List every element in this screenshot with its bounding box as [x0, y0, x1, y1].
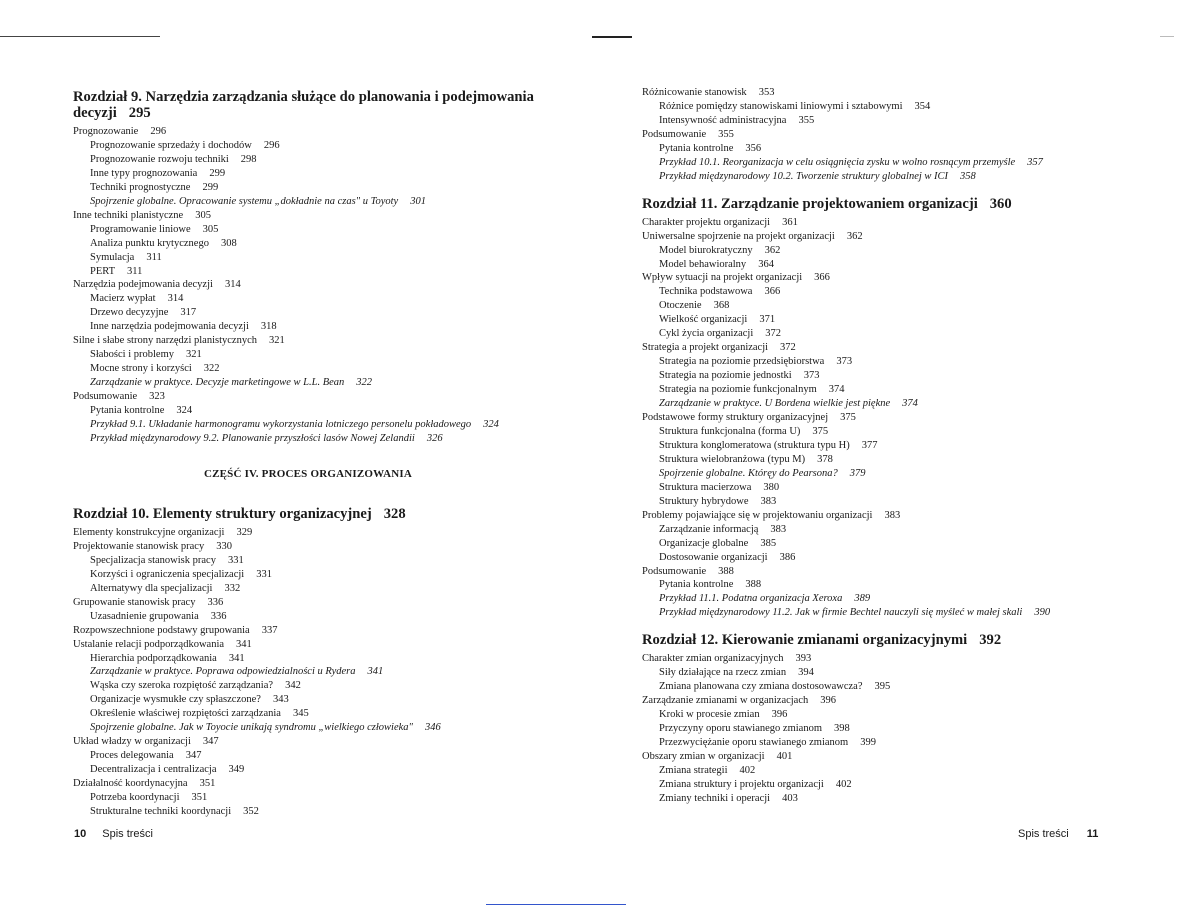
- toc-entry-page: 299: [202, 181, 219, 193]
- chapter-page: 360: [989, 195, 1012, 212]
- toc-entry-page: 305: [195, 209, 211, 221]
- toc-entry-page: 326: [426, 432, 443, 444]
- toc-entry-text: Organizacje wysmukłe czy spłaszczone?: [90, 694, 261, 706]
- chapter-heading: [642, 196, 1122, 212]
- toc-entry-page: 377: [861, 439, 878, 451]
- toc-entry: [642, 736, 1122, 750]
- toc-entry: [642, 114, 1122, 128]
- toc-entry-text: Zmiana struktury i projektu organizacji: [659, 778, 824, 790]
- toc-entry: [73, 306, 543, 320]
- spacer: [73, 494, 543, 503]
- toc-entry: [73, 404, 543, 418]
- toc-entry-page: 311: [127, 265, 143, 277]
- toc-entry-page: 331: [256, 568, 272, 580]
- toc-entry-text: Problemy pojawiające się w projektowaniu organizacji: [642, 509, 873, 521]
- toc-entry: [73, 679, 543, 693]
- toc-entry: [73, 596, 543, 610]
- toc-entry-page: 332: [224, 582, 241, 594]
- toc-entry-text: Struktura macierzowa: [659, 481, 752, 493]
- toc-entry-text: Przykład międzynarodowy 9.2. Planowanie przyszłości lasów Nowej Zelandii: [90, 432, 415, 444]
- toc-entry: [642, 722, 1122, 736]
- toc-entry: [642, 100, 1122, 114]
- toc-entry-page: 402: [835, 778, 852, 790]
- toc-entry: [642, 355, 1122, 369]
- toc-entry-page: 354: [914, 100, 931, 112]
- toc-entry-page: 393: [795, 653, 812, 665]
- toc-entry-page: 346: [424, 722, 441, 734]
- toc-entry: [642, 792, 1122, 806]
- toc-entry-page: 347: [185, 750, 202, 762]
- toc-entry-page: 396: [820, 695, 837, 707]
- toc-entry-page: 398: [834, 723, 850, 735]
- toc-entry-text: Podsumowanie: [73, 391, 138, 403]
- toc-entry-text: Elementy konstrukcyjne organizacji: [73, 526, 225, 538]
- toc-entry-text: Strukturalne techniki koordynacji: [90, 805, 232, 817]
- toc-entry: [642, 764, 1122, 778]
- toc-entry-page: 322: [356, 377, 373, 389]
- toc-entry-text: Zmiana strategii: [659, 764, 728, 776]
- toc-entry-page: 336: [207, 596, 224, 608]
- toc-entry-page: 341: [367, 666, 384, 678]
- toc-entry-page: 308: [220, 237, 237, 249]
- chapter-page: 328: [383, 505, 406, 522]
- footer-label: Spis treści: [1018, 828, 1069, 840]
- left-toc-column: [73, 86, 543, 819]
- toc-entry: [73, 125, 543, 139]
- toc-entry-text: Ustalanie relacji podporządkowania: [73, 638, 225, 650]
- toc-entry: [73, 153, 543, 167]
- toc-entry: [642, 327, 1122, 341]
- toc-entry-page: 351: [199, 778, 216, 790]
- toc-entry-page: 330: [216, 540, 232, 552]
- toc-entry-page: 389: [854, 593, 871, 605]
- toc-entry: [642, 383, 1122, 397]
- toc-entry-page: 321: [269, 335, 285, 347]
- toc-entry: [642, 230, 1122, 244]
- chapter-page: 295: [128, 105, 151, 121]
- toc-entry-text: Strategia na poziomie funkcjonalnym: [659, 384, 817, 396]
- toc-entry-text: Pytania kontrolne: [659, 142, 734, 154]
- toc-entry-page: 337: [261, 624, 278, 636]
- toc-entry-page: 358: [960, 170, 976, 182]
- toc-entry-text: Model behawioralny: [659, 258, 747, 270]
- toc-entry-text: Kroki w procesie zmian: [659, 709, 760, 721]
- toc-entry: [73, 418, 543, 432]
- toc-entry-page: 298: [240, 153, 257, 165]
- toc-entry-page: 364: [758, 258, 774, 270]
- toc-entry-text: Przykład 11.1. Podatna organizacja Xeroxa: [659, 593, 843, 605]
- toc-entry-text: Przyczyny oporu stawianego zmianom: [659, 723, 822, 735]
- toc-entry-page: 351: [191, 792, 208, 804]
- toc-entry: [73, 693, 543, 707]
- toc-entry-text: Przykład 9.1. Układanie harmonogramu wykorzystania lotniczego personelu pokładowego: [90, 419, 472, 431]
- toc-entry-page: 402: [739, 764, 756, 776]
- toc-entry-page: 373: [803, 370, 820, 382]
- toc-entry: [73, 638, 543, 652]
- toc-entry: [642, 341, 1122, 355]
- spacer: [642, 620, 1122, 629]
- toc-entry-text: Pytania kontrolne: [90, 405, 165, 417]
- toc-entry-page: 362: [764, 244, 781, 256]
- toc-entry-text: Drzewo decyzyjne: [90, 307, 169, 319]
- toc-entry-text: Wielkość organizacji: [659, 314, 748, 326]
- toc-entry-page: 356: [745, 142, 762, 154]
- toc-entry-page: 317: [180, 307, 197, 319]
- toc-entry-page: 296: [150, 126, 167, 137]
- toc-entry-page: 311: [146, 251, 162, 263]
- toc-entry-text: Uniwersalne spojrzenie na projekt organizacji: [642, 230, 835, 242]
- toc-entry-page: 368: [713, 300, 730, 312]
- toc-entry-page: 383: [884, 509, 901, 521]
- toc-entry-page: 362: [846, 230, 863, 242]
- toc-entry: [642, 523, 1122, 537]
- toc-entry-text: Przezwyciężanie oporu stawianego zmianom: [659, 737, 849, 749]
- toc-entry-text: Strategia a projekt organizacji: [642, 342, 769, 354]
- toc-entry: [73, 805, 543, 819]
- toc-entry-page: 331: [227, 554, 244, 566]
- toc-entry: [73, 540, 543, 554]
- chapter-heading: [73, 506, 543, 522]
- toc-entry-page: 355: [718, 128, 734, 140]
- toc-entry-text: Działalność koordynacyjna: [73, 778, 188, 790]
- toc-entry-page: 324: [176, 405, 193, 417]
- toc-entry: [642, 397, 1122, 411]
- toc-entry: [73, 195, 543, 209]
- toc-entry: [642, 652, 1122, 666]
- toc-entry-page: 394: [798, 667, 814, 679]
- footer-label: Spis treści: [102, 828, 153, 840]
- toc-entry-page: 396: [771, 709, 788, 721]
- toc-entry: [642, 778, 1122, 792]
- toc-entry: [642, 299, 1122, 313]
- toc-entry-text: Technika podstawowa: [659, 286, 753, 298]
- toc-entry-page: 361: [782, 216, 798, 228]
- toc-entry-page: 395: [874, 681, 891, 693]
- toc-entry-text: Zmiana planowana czy zmiana dostosowawcza?: [659, 681, 863, 693]
- chapter-title: Rozdział 9. Narzędzia zarządzania służące do planowania i podejmowania decyzji: [73, 89, 534, 121]
- toc-entry: [73, 292, 543, 306]
- toc-entry-text: Prognozowanie sprzedaży i dochodów: [90, 139, 252, 151]
- toc-entry-page: 345: [292, 708, 309, 720]
- toc-entry-text: Struktura wielobranżowa (typu M): [659, 453, 806, 465]
- toc-entry-text: Specjalizacja stanowisk pracy: [90, 554, 216, 566]
- toc-entry: [642, 425, 1122, 439]
- toc-entry: [73, 707, 543, 721]
- left-page-footer: [74, 828, 153, 840]
- toc-entry-text: Pytania kontrolne: [659, 579, 734, 591]
- toc-entry-page: 388: [718, 565, 734, 577]
- toc-entry: [73, 721, 543, 735]
- toc-entry-page: 314: [167, 293, 184, 305]
- toc-entry-text: Obszary zmian w organizacji: [642, 750, 765, 762]
- toc-entry-page: 352: [243, 805, 259, 817]
- toc-entry-page: 349: [228, 764, 245, 776]
- toc-entry-text: Cykl życia organizacji: [659, 328, 754, 340]
- toc-entry: [73, 278, 543, 292]
- toc-entry-text: Potrzeba koordynacji: [90, 792, 180, 804]
- toc-entry: [642, 666, 1122, 680]
- toc-entry: [642, 481, 1122, 495]
- chapter-page: 392: [979, 632, 1002, 649]
- toc-entry-text: Spojrzenie globalne. Jak w Toyocie unikają syndromu „wielkiego człowieka": [90, 722, 413, 734]
- toc-entry: [73, 777, 543, 791]
- toc-entry: [73, 320, 543, 334]
- toc-entry: [73, 209, 543, 223]
- toc-entry-text: Decentralizacja i centralizacja: [90, 764, 217, 776]
- toc-entry-page: 299: [209, 167, 226, 179]
- toc-entry-page: 375: [812, 425, 829, 437]
- toc-entry-text: Przykład międzynarodowy 11.2. Jak w firmie Bechtel nauczyli się myśleć w małej skali: [659, 607, 1023, 619]
- chapter-title: Rozdział 12. Kierowanie zmianami organizacyjnymi: [642, 632, 968, 649]
- toc-entry: [642, 258, 1122, 272]
- toc-entry-page: 374: [902, 398, 918, 410]
- toc-entry: [73, 167, 543, 181]
- toc-entry-text: Układ władzy w organizacji: [73, 736, 191, 748]
- page-number: 11: [1086, 828, 1099, 840]
- toc-entry-text: Podsumowanie: [642, 565, 707, 577]
- toc-entry-text: Zarządzanie w praktyce. U Bordena wielkie jest piękne: [659, 398, 891, 410]
- toc-entry-text: Otoczenie: [659, 300, 702, 312]
- toc-entry-text: Intensywność administracyjna: [659, 114, 787, 126]
- toc-entry-text: Silne i słabe strony narzędzi planistycznych: [73, 335, 257, 347]
- toc-entry-text: Analiza punktu krytycznego: [90, 237, 209, 249]
- toc-entry-page: 380: [763, 481, 780, 493]
- toc-entry-text: Przykład 10.1. Reorganizacja w celu osiągnięcia zysku w wolno rosnącym przemyśle: [659, 156, 1016, 168]
- toc-entry: [73, 763, 543, 777]
- toc-entry: [73, 665, 543, 679]
- toc-entry: [642, 313, 1122, 327]
- toc-entry-page: 357: [1027, 156, 1043, 168]
- toc-entry: [73, 432, 543, 446]
- toc-entry-page: 341: [228, 652, 245, 664]
- toc-entry: [73, 610, 543, 624]
- chapter-heading: [642, 632, 1122, 648]
- toc-entry-page: 366: [764, 286, 781, 298]
- right-toc-column: [642, 86, 1122, 806]
- toc-entry-page: 386: [779, 551, 796, 563]
- toc-entry-text: Określenie właściwej rozpiętości zarządzania: [90, 708, 281, 720]
- toc-entry: [642, 216, 1122, 230]
- part-heading: CZĘŚĆ IV. PROCES ORGANIZOWANIA: [203, 467, 413, 480]
- chapter-title: Rozdział 11. Zarządzanie projektowaniem organizacji: [642, 195, 978, 212]
- toc-entry-text: Strategia na poziomie przedsiębiorstwa: [659, 356, 825, 368]
- toc-entry: [73, 181, 543, 195]
- toc-entry-page: 347: [202, 736, 219, 748]
- toc-entry-page: 305: [202, 223, 219, 235]
- toc-entry: [642, 170, 1122, 184]
- toc-entry-page: 401: [776, 750, 793, 762]
- toc-entry: [73, 362, 543, 376]
- toc-entry-page: 342: [285, 680, 301, 692]
- toc-entry-text: Uzasadnienie grupowania: [90, 610, 199, 622]
- toc-entry: [642, 680, 1122, 694]
- toc-entry-text: Model biurokratyczny: [659, 244, 753, 256]
- toc-entry: [73, 749, 543, 763]
- toc-entry: [642, 156, 1122, 170]
- toc-entry-text: Projektowanie stanowisk pracy: [73, 540, 205, 552]
- toc-entry-text: Proces delegowania: [90, 750, 174, 762]
- toc-entry-page: 329: [236, 526, 253, 538]
- toc-entry-page: 378: [817, 453, 833, 465]
- toc-entry: [642, 271, 1122, 285]
- toc-entry: [642, 537, 1122, 551]
- toc-entry-page: 385: [760, 537, 777, 549]
- toc-entry-page: 341: [236, 638, 252, 650]
- toc-entry-page: 375: [840, 412, 856, 424]
- toc-entry-page: 390: [1034, 607, 1051, 619]
- toc-entry: [642, 453, 1122, 467]
- toc-entry: [73, 652, 543, 666]
- toc-entry-text: Mocne strony i korzyści: [90, 363, 192, 375]
- toc-entry-text: Zarządzanie w praktyce. Poprawa odpowiedzialności u Rydera: [90, 666, 356, 678]
- toc-entry: [73, 348, 543, 362]
- toc-entry-page: 321: [186, 349, 202, 361]
- toc-entry-text: Spojrzenie globalne. Opracowanie systemu „dokładnie na czas" u Toyoty: [90, 195, 399, 207]
- toc-entry-text: Prognozowanie: [73, 126, 139, 137]
- toc-entry-text: Podstawowe formy struktury organizacyjnej: [642, 412, 829, 424]
- toc-entry-text: Inne narzędzia podejmowania decyzji: [90, 321, 249, 333]
- toc-entry-page: 383: [760, 495, 777, 507]
- page-number: 10: [74, 828, 87, 840]
- toc-entry-page: 355: [798, 114, 815, 126]
- toc-entry: [642, 411, 1122, 425]
- toc-entry: [73, 526, 543, 540]
- toc-entry-text: Wąska czy szeroka rozpiętość zarządzania?: [90, 680, 274, 692]
- toc-entry: [642, 467, 1122, 481]
- toc-entry: [73, 237, 543, 251]
- toc-entry-text: Charakter projektu organizacji: [642, 216, 771, 228]
- toc-entry: [73, 624, 543, 638]
- toc-entry: [73, 582, 543, 596]
- toc-entry-page: 383: [770, 523, 787, 535]
- toc-entry: [642, 708, 1122, 722]
- toc-entry-text: Inne techniki planistyczne: [73, 209, 184, 221]
- toc-entry-page: 373: [836, 356, 853, 368]
- toc-entry-page: 388: [745, 579, 762, 591]
- toc-entry-text: Grupowanie stanowisk pracy: [73, 596, 196, 608]
- toc-entry-text: Struktury hybrydowe: [659, 495, 749, 507]
- toc-entry-page: 318: [260, 321, 277, 333]
- toc-entry-text: Strategia na poziomie jednostki: [659, 370, 792, 382]
- toc-entry-page: 343: [272, 694, 289, 706]
- toc-entry-page: 366: [814, 272, 830, 284]
- toc-entry-text: Przykład międzynarodowy 10.2. Tworzenie struktury globalnej w ICI: [659, 170, 949, 182]
- toc-entry: [642, 606, 1122, 620]
- toc-entry-text: Rozpowszechnione podstawy grupowania: [73, 624, 250, 636]
- toc-entry: [642, 750, 1122, 764]
- toc-entry: [642, 495, 1122, 509]
- toc-entry-text: Charakter zmian organizacyjnych: [642, 653, 784, 665]
- toc-entry: [642, 86, 1122, 100]
- toc-entry-page: 403: [782, 792, 798, 804]
- toc-entry: [642, 142, 1122, 156]
- toc-entry: [642, 592, 1122, 606]
- toc-entry-text: Symulacja: [90, 251, 135, 263]
- toc-entry-text: Zarządzanie informacją: [659, 523, 759, 535]
- toc-entry-page: 379: [849, 467, 866, 479]
- spacer: [642, 184, 1122, 193]
- toc-entry-text: Inne typy prognozowania: [90, 167, 198, 179]
- toc-entry: [642, 128, 1122, 142]
- toc-entry-text: Zmiany techniki i operacji: [659, 792, 771, 804]
- toc-entry-page: 296: [263, 139, 280, 151]
- toc-entry-text: Programowanie liniowe: [90, 223, 191, 235]
- toc-entry: [642, 285, 1122, 299]
- toc-entry-text: Narzędzia podejmowania decyzji: [73, 279, 213, 291]
- chapter-title: Rozdział 10. Elementy struktury organizacyjnej: [73, 505, 372, 522]
- toc-entry-page: 314: [224, 279, 241, 291]
- toc-entry-text: Hierarchia podporządkowania: [90, 652, 217, 664]
- toc-entry-text: Różnice pomiędzy stanowiskami liniowymi i sztabowymi: [659, 100, 903, 112]
- toc-entry-text: Zarządzanie zmianami w organizacjach: [642, 695, 809, 707]
- right-page-footer: [1018, 828, 1098, 840]
- toc-entry-text: Podsumowanie: [642, 128, 707, 140]
- toc-entry: [642, 551, 1122, 565]
- toc-entry-page: 371: [759, 314, 776, 326]
- toc-entry-text: Wpływ sytuacji na projekt organizacji: [642, 272, 803, 284]
- toc-entry: [73, 223, 543, 237]
- chapter-heading: [73, 89, 543, 121]
- toc-entry-text: Zarządzanie w praktyce. Decyzje marketingowe w L.L. Bean: [90, 377, 345, 389]
- toc-entry: [73, 735, 543, 749]
- toc-entry: [73, 251, 543, 265]
- toc-entry-text: Prognozowanie rozwoju techniki: [90, 153, 229, 165]
- toc-entry: [73, 376, 543, 390]
- toc-entry-page: 372: [780, 342, 796, 354]
- toc-entry-text: Spojrzenie globalne. Któręy do Pearsona?: [659, 467, 838, 479]
- toc-entry: [642, 244, 1122, 258]
- toc-entry-page: 372: [765, 328, 782, 340]
- toc-entry-page: 336: [210, 610, 227, 622]
- toc-entry-text: Struktura funkcjonalna (forma U): [659, 425, 801, 437]
- toc-entry-text: Organizacje globalne: [659, 537, 749, 549]
- toc-entry-text: PERT: [90, 265, 116, 277]
- toc-entry-text: Alternatywy dla specjalizacji: [90, 582, 213, 594]
- toc-entry: [642, 439, 1122, 453]
- toc-entry-text: Siły działające na rzecz zmian: [659, 667, 787, 679]
- toc-entry: [73, 265, 543, 279]
- toc-entry-page: 353: [758, 87, 775, 98]
- right-page: [594, 0, 1188, 918]
- toc-entry-page: 322: [203, 363, 220, 375]
- toc-entry: [73, 334, 543, 348]
- toc-entry: [642, 578, 1122, 592]
- toc-entry-page: 399: [860, 737, 876, 749]
- toc-entry: [73, 791, 543, 805]
- toc-entry-page: 301: [410, 195, 426, 207]
- toc-entry: [73, 554, 543, 568]
- toc-entry-page: 323: [149, 391, 165, 403]
- toc-entry-text: Słabości i problemy: [90, 349, 174, 361]
- toc-entry-text: Dostosowanie organizacji: [659, 551, 768, 563]
- toc-entry: [642, 694, 1122, 708]
- toc-entry-text: Struktura konglomeratowa (struktura typu H): [659, 439, 850, 451]
- toc-entry-text: Macierz wypłat: [90, 293, 156, 305]
- toc-entry-page: 324: [483, 419, 499, 431]
- toc-entry: [73, 139, 543, 153]
- toc-entry: [642, 565, 1122, 579]
- toc-entry-text: Korzyści i ograniczenia specjalizacji: [90, 568, 245, 580]
- toc-entry-text: Techniki prognostyczne: [90, 181, 191, 193]
- toc-entry-page: 374: [828, 384, 845, 396]
- toc-entry: [642, 509, 1122, 523]
- toc-entry: [73, 568, 543, 582]
- toc-entry-text: Różnicowanie stanowisk: [642, 87, 747, 98]
- toc-entry: [73, 390, 543, 404]
- toc-entry: [642, 369, 1122, 383]
